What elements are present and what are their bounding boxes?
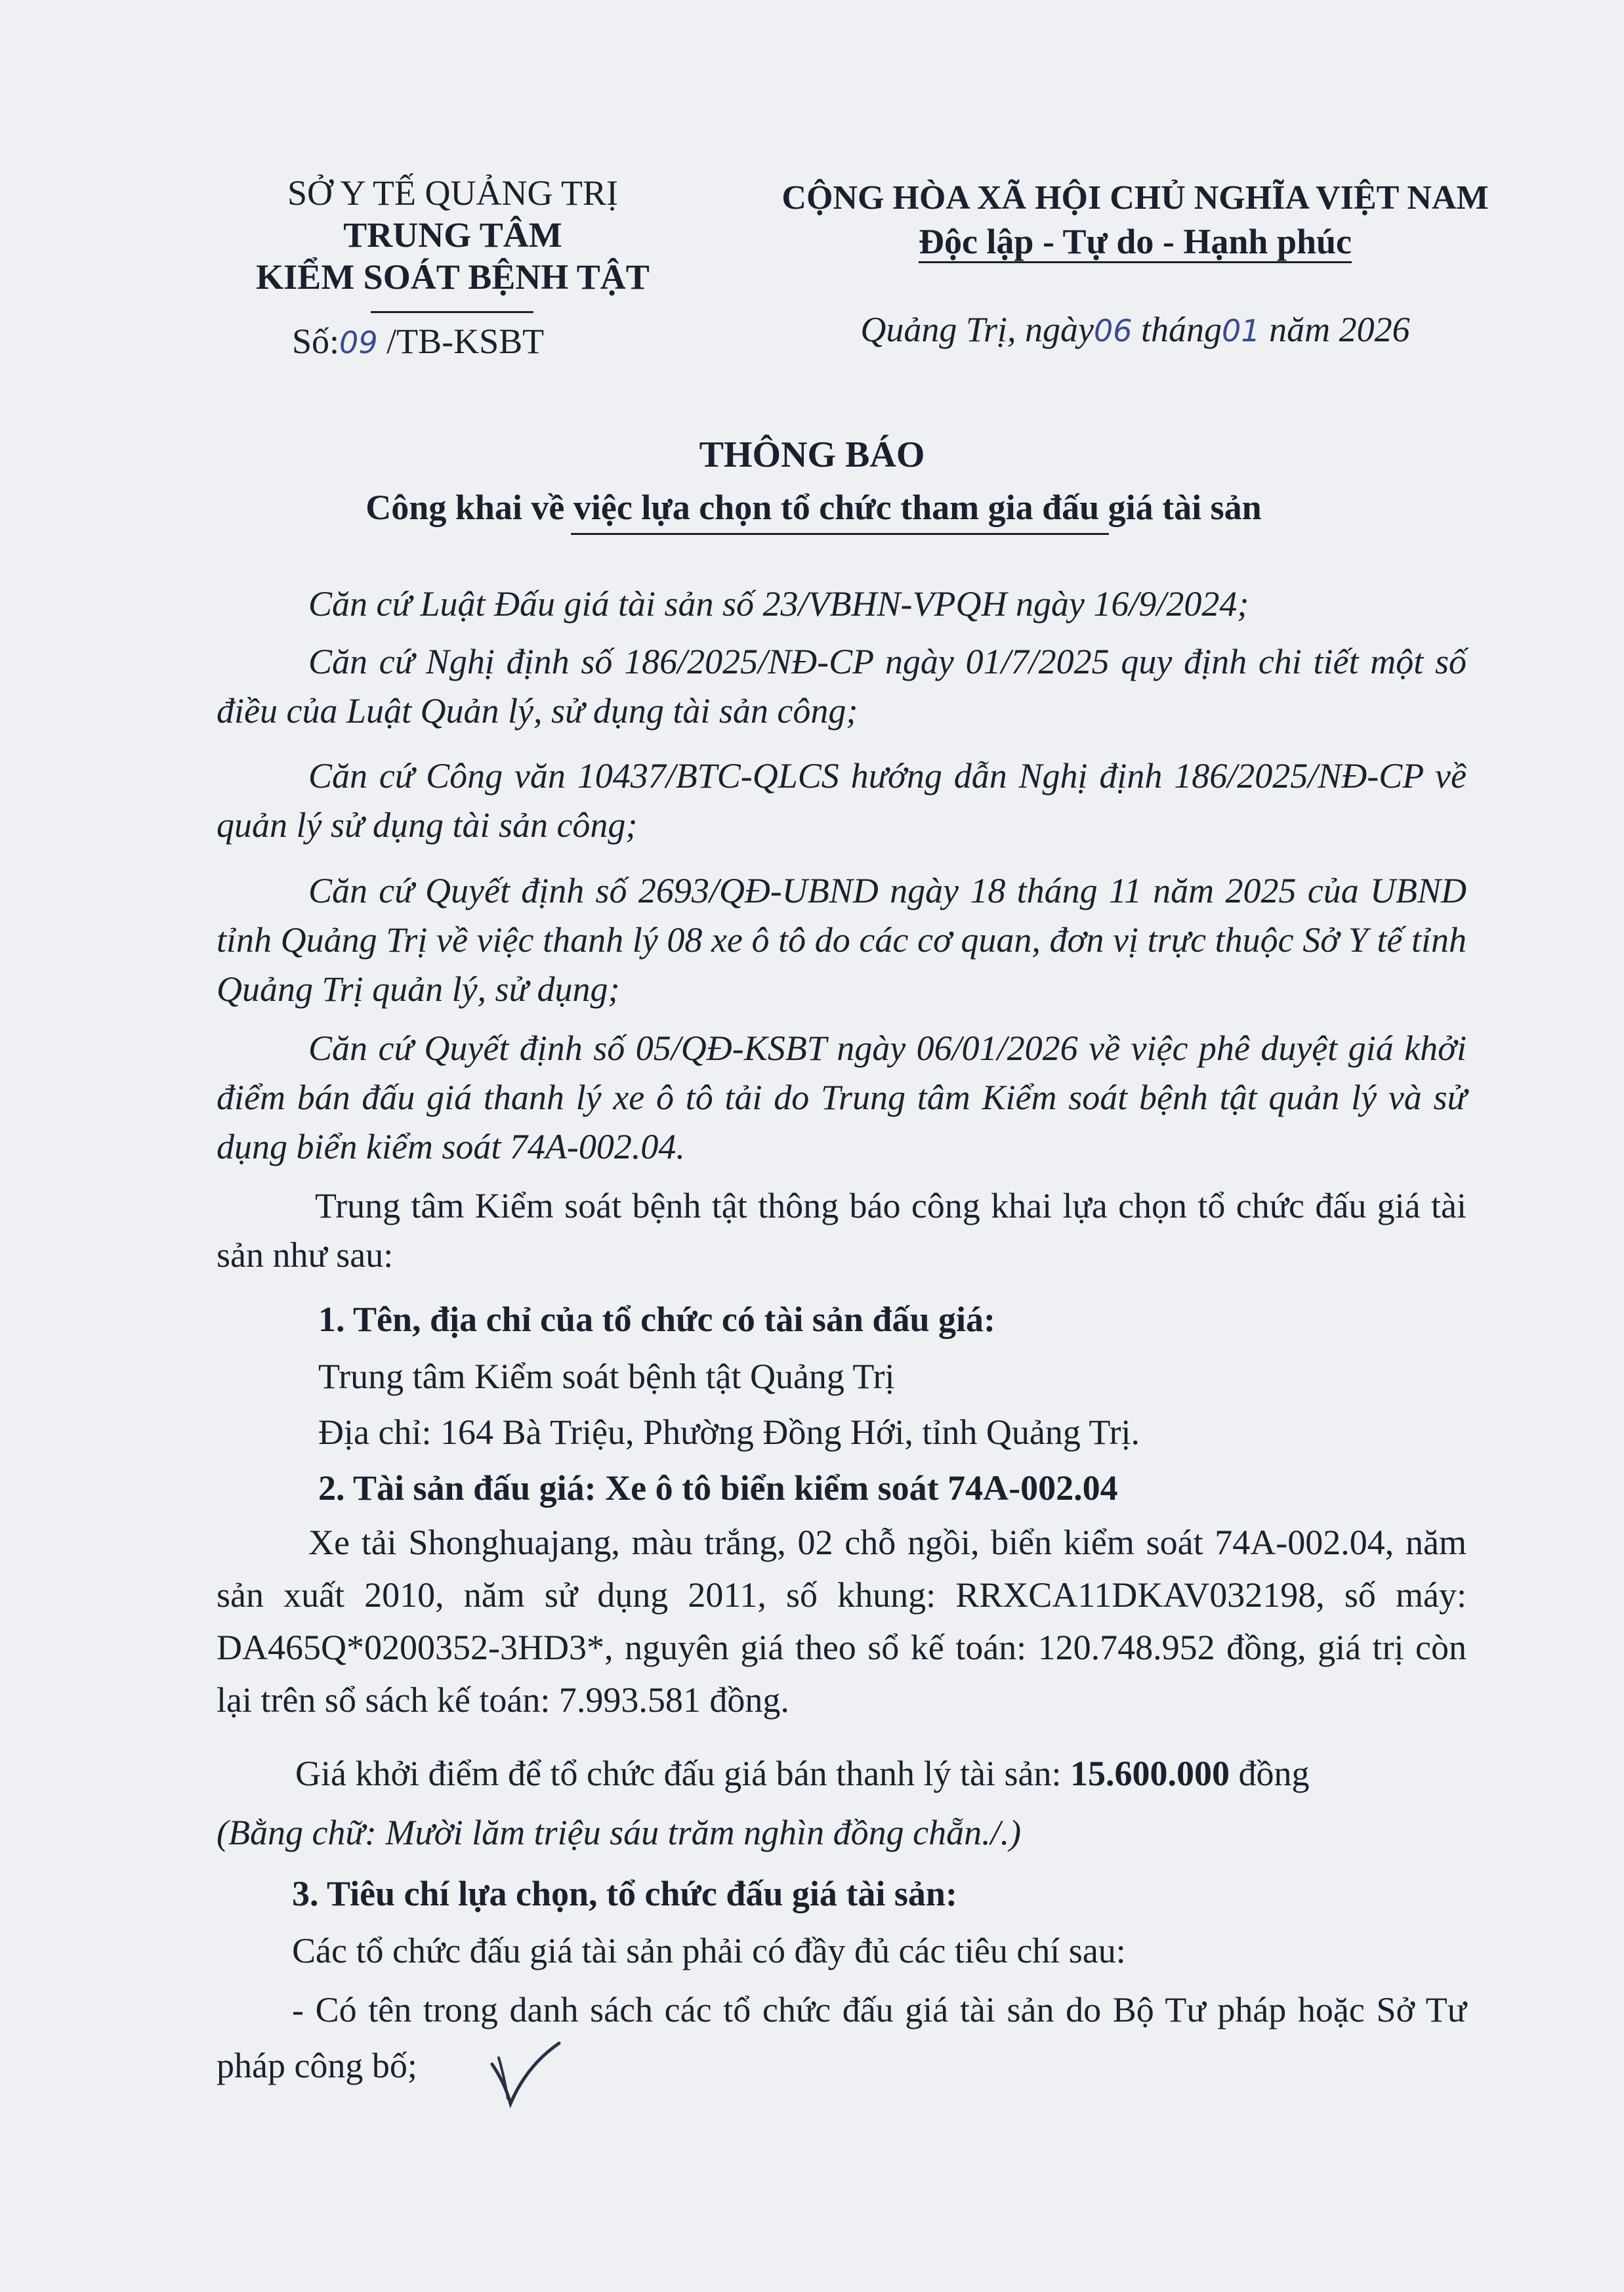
section3-intro: Các tổ chức đấu giá tài sản phải có đầy đủ các tiêu chí sau: xyxy=(292,1931,1126,1970)
price-value: 15.600.000 xyxy=(1070,1754,1230,1793)
section1-org-name: Trung tâm Kiểm soát bệnh tật Quảng Trị xyxy=(318,1357,895,1396)
price-in-words: (Bằng chữ: Mười lăm triệu sáu trăm nghìn đồng chẵn./.) xyxy=(217,1813,1022,1852)
criteria-1: - Có tên trong danh sách các tổ chức đấu giá tài sản do Bộ Tư pháp hoặc Sở Tư pháp công bố; xyxy=(217,1990,1467,2085)
document-number xyxy=(292,320,686,364)
date-month-handwritten: 01 xyxy=(1222,313,1260,349)
price-unit: đồng xyxy=(1238,1754,1310,1793)
doc-no-handwritten: 09 xyxy=(339,325,378,360)
motto-text: Độc lập - Tự do - Hạnh phúc xyxy=(919,222,1352,263)
issue-date xyxy=(755,308,1516,352)
basis-4: Căn cứ Quyết định số 2693/QĐ-UBND ngày 18 tháng 11 năm 2025 của UBND tỉnh Quảng Trị về việc thanh lý 08 xe ô tô do các cơ quan, đơn vị trực thuộc Sở Y tế tỉnh Quảng Trị quản lý, sử dụng; xyxy=(217,871,1467,1009)
initials-mark-icon xyxy=(486,2038,564,2110)
doc-no-suffix: /TB-KSBT xyxy=(386,322,545,361)
date-prefix: Quảng Trị, ngày xyxy=(860,310,1094,349)
section2-heading: 2. Tài sản đấu giá: Xe ô tô biển kiểm soát 74A-002.04 xyxy=(318,1468,1118,1508)
basis-1: Căn cứ Luật Đấu giá tài sản số 23/VBHN-VPQH ngày 16/9/2024; xyxy=(308,584,1249,624)
basis-5: Căn cứ Quyết định số 05/QĐ-KSBT ngày 06/01/2026 về việc phê duyệt giá khởi điểm bán đấu giá thanh lý xe ô tô tải do Trung tâm Kiểm soát bệnh tật quản lý và sử dụng biển kiểm soát 74A-002.04. xyxy=(217,1029,1467,1166)
section1-heading: 1. Tên, địa chỉ của tổ chức có tài sản đấu giá: xyxy=(318,1300,995,1339)
header-left-underline xyxy=(371,311,533,313)
date-month-label: tháng xyxy=(1141,310,1222,349)
section2-description: Xe tải Shonghuajang, màu trắng, 02 chỗ ngồi, biển kiểm soát 74A-002.04, năm sản xuất 2010, năm sử dụng 2011, số khung: RRXCA11DKAV032198, số máy: DA465Q*0200352-3HD3*, nguyên giá theo sổ kế toán: 120.748.952 đồng, giá trị còn lại trên sổ sách kế toán: 7.993.581 đồng. xyxy=(217,1523,1467,1720)
date-suffix: năm 2026 xyxy=(1269,310,1410,349)
national-title: CỘNG HÒA XÃ HỘI CHỦ NGHĨA VIỆT NAM xyxy=(781,179,1489,217)
ministry-name: SỞ Y TẾ QUẢNG TRỊ xyxy=(287,173,618,213)
national-motto xyxy=(755,221,1516,263)
basis-3: Căn cứ Công văn 10437/BTC-QLCS hướng dẫn Nghị định 186/2025/NĐ-CP về quản lý sử dụng tài sản công; xyxy=(217,756,1467,845)
org-name-line2: KIỂM SOÁT BỆNH TẬT xyxy=(256,257,650,297)
date-day-handwritten: 06 xyxy=(1093,313,1133,349)
section3-heading: 3. Tiêu chí lựa chọn, tổ chức đấu giá tài sản: xyxy=(292,1874,957,1913)
section1-address: Địa chỉ: 164 Bà Triệu, Phường Đồng Hới, tỉnh Quảng Trị. xyxy=(318,1412,1140,1452)
basis-2: Căn cứ Nghị định số 186/2025/NĐ-CP ngày 01/7/2025 quy định chi tiết một số điều của Luật Quản lý, sử dụng tài sản công; xyxy=(217,642,1467,731)
document-title: THÔNG BÁO xyxy=(699,435,925,475)
document-subtitle: Công khai về việc lựa chọn tổ chức tham gia đấu giá tài sản xyxy=(365,488,1262,527)
org-name-line1: TRUNG TÂM xyxy=(343,215,562,255)
header-left xyxy=(236,172,669,298)
price-prefix: Giá khởi điểm để tổ chức đấu giá bán thanh lý tài sản: xyxy=(295,1754,1062,1793)
starting-price-line xyxy=(217,1749,1467,1798)
intro-paragraph: Trung tâm Kiểm soát bệnh tật thông báo công khai lựa chọn tổ chức đấu giá tài sản như sau: xyxy=(217,1186,1467,1275)
doc-no-prefix: Số: xyxy=(292,322,340,361)
subtitle-underline xyxy=(571,533,1109,535)
